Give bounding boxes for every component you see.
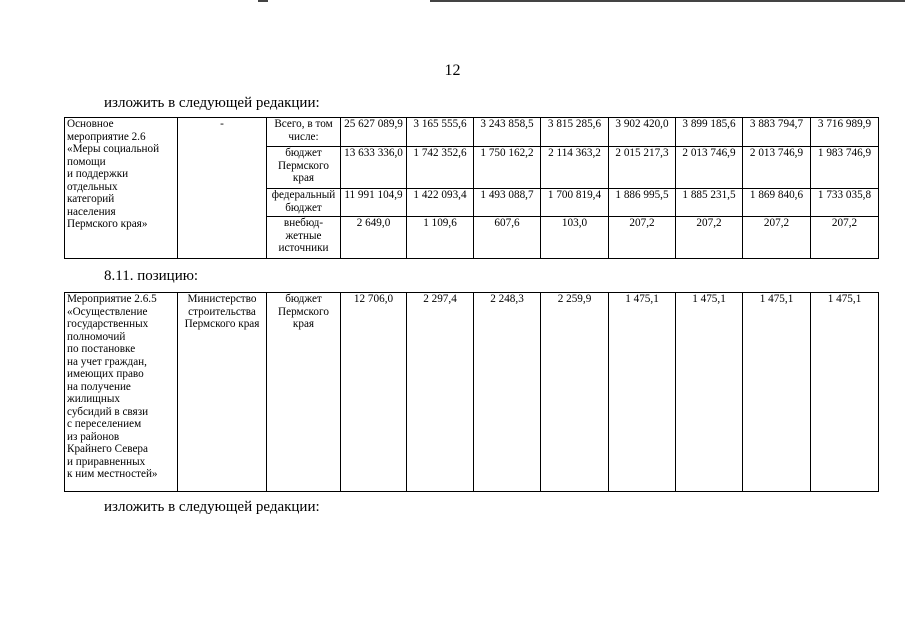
value-cell: 3 165 555,6	[407, 118, 474, 147]
value-cell: 103,0	[541, 217, 609, 259]
source-cell: федеральный бюджет	[267, 189, 341, 217]
value-cell: 1 475,1	[609, 293, 676, 492]
value-cell: 1 422 093,4	[407, 189, 474, 217]
executor-cell: Министерство строительства Пермского края	[178, 293, 267, 492]
value-cell: 2 013 746,9	[676, 147, 743, 189]
value-cell: 12 706,0	[341, 293, 407, 492]
source-cell: Всего, в том числе:	[267, 118, 341, 147]
value-cell: 1 109,6	[407, 217, 474, 259]
executor-cell: -	[178, 118, 267, 259]
value-cell: 1 886 995,5	[609, 189, 676, 217]
value-cell: 207,2	[676, 217, 743, 259]
value-cell: 2 248,3	[474, 293, 541, 492]
event-cell: Основное мероприятие 2.6 «Меры социальной помощи и поддержки отдельных категорий населения Пермского края»	[65, 118, 178, 259]
value-cell: 1 869 840,6	[743, 189, 811, 217]
value-cell: 1 733 035,8	[811, 189, 879, 217]
value-cell: 207,2	[609, 217, 676, 259]
value-cell: 3 883 794,7	[743, 118, 811, 147]
program-table-2-6	[64, 117, 879, 259]
value-cell: 1 475,1	[743, 293, 811, 492]
source-cell: бюджет Пермского края	[267, 293, 341, 492]
value-cell: 1 742 352,6	[407, 147, 474, 189]
page-number: 12	[444, 62, 461, 79]
value-cell: 1 475,1	[676, 293, 743, 492]
value-cell: 13 633 336,0	[341, 147, 407, 189]
table-row	[65, 118, 879, 147]
program-table-2-6-5	[64, 292, 879, 492]
event-cell: Мероприятие 2.6.5 «Осуществление государственных полномочий по постановке на учет граждан, имеющих право на получение жилищных субсидий в связи с переселением из районов Крайнего Севера и приравненных к ним местностей»	[65, 293, 178, 492]
value-cell: 207,2	[811, 217, 879, 259]
value-cell: 2 013 746,9	[743, 147, 811, 189]
value-cell: 3 902 420,0	[609, 118, 676, 147]
value-cell: 207,2	[743, 217, 811, 259]
value-cell: 3 815 285,6	[541, 118, 609, 147]
top-rule-right	[430, 0, 905, 2]
top-rule-left	[258, 0, 268, 2]
value-cell: 1 475,1	[811, 293, 879, 492]
source-cell: внебюд- жетные источники	[267, 217, 341, 259]
instruction-text-3: изложить в следующей редакции:	[104, 499, 320, 515]
value-cell: 607,6	[474, 217, 541, 259]
value-cell: 2 114 363,2	[541, 147, 609, 189]
value-cell: 2 649,0	[341, 217, 407, 259]
value-cell: 2 259,9	[541, 293, 609, 492]
value-cell: 2 297,4	[407, 293, 474, 492]
value-cell: 2 015 217,3	[609, 147, 676, 189]
value-cell: 11 991 104,9	[341, 189, 407, 217]
source-cell: бюджет Пермского края	[267, 147, 341, 189]
value-cell: 1 885 231,5	[676, 189, 743, 217]
instruction-text-1: изложить в следующей редакции:	[104, 95, 320, 111]
value-cell: 3 716 989,9	[811, 118, 879, 147]
value-cell: 1 750 162,2	[474, 147, 541, 189]
value-cell: 1 983 746,9	[811, 147, 879, 189]
value-cell: 1 493 088,7	[474, 189, 541, 217]
table-row	[65, 293, 879, 492]
instruction-text-2: 8.11. позицию:	[104, 268, 199, 284]
value-cell: 25 627 089,9	[341, 118, 407, 147]
value-cell: 3 243 858,5	[474, 118, 541, 147]
value-cell: 3 899 185,6	[676, 118, 743, 147]
value-cell: 1 700 819,4	[541, 189, 609, 217]
